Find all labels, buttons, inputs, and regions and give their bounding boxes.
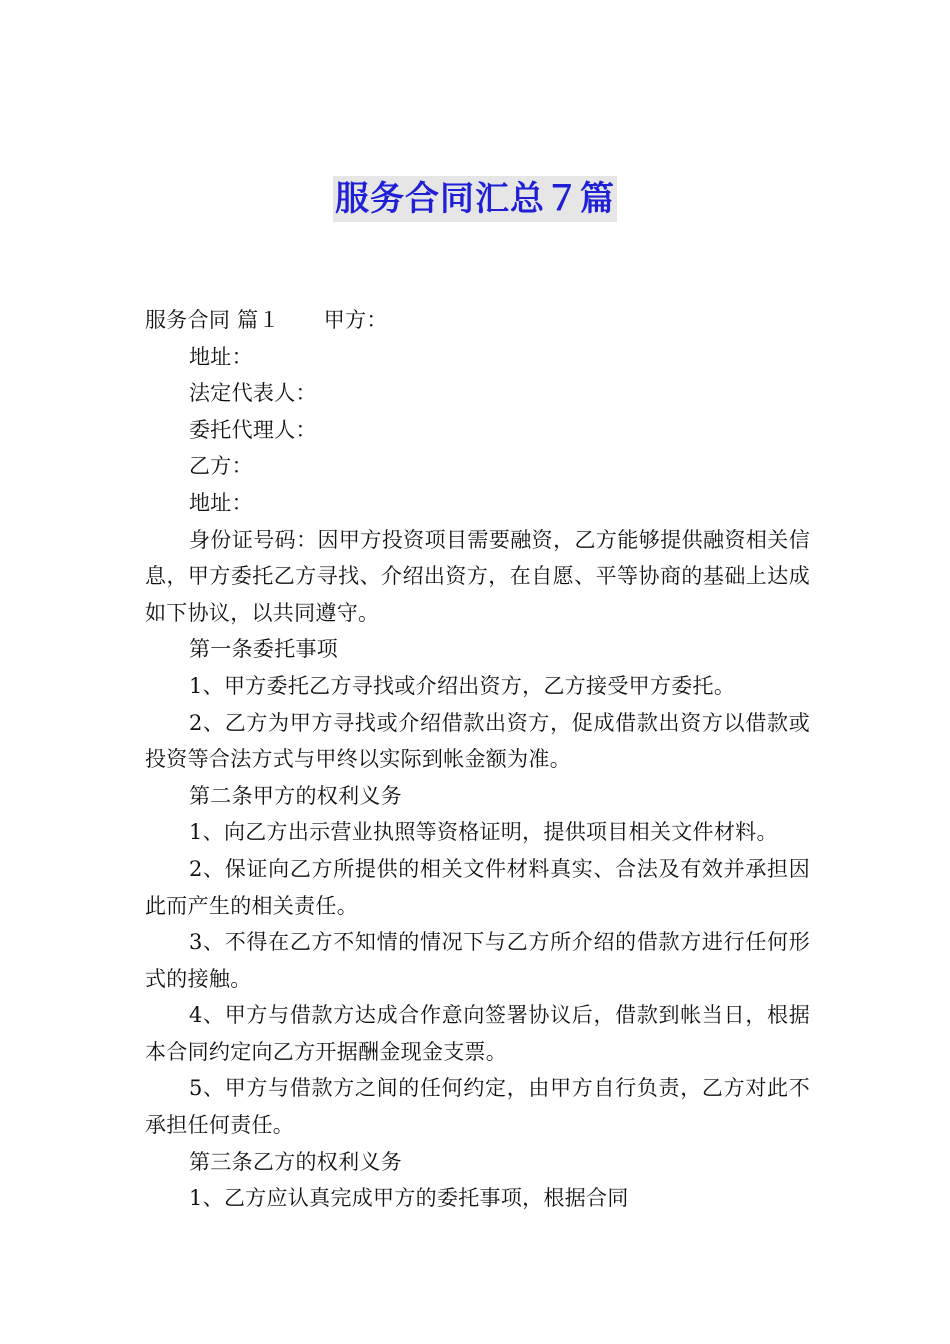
article-heading: 第三条乙方的权利义务 [189, 1149, 402, 1174]
clause: 1、向乙方出示营业执照等资格证明，提供项目相关文件材料。 [189, 820, 778, 845]
clause: 1、乙方应认真完成甲方的委托事项，根据合同 [189, 1186, 629, 1211]
clause: 3、不得在乙方不知情的情况下与乙方所介绍的借款方进行任何形式的接触。 [145, 930, 810, 991]
paragraph: 身份证号码：因甲方投资项目需要融资，乙方能够提供融资相关信息，甲方委托乙方寻找、介绍出资方，在自愿、平等协商的基础上达成如下协议，以共同遵守。 [145, 527, 810, 625]
article-heading: 第二条甲方的权利义务 [189, 783, 402, 808]
paragraph: 地址： [189, 490, 253, 515]
document-body [145, 302, 810, 1217]
clause: 4、甲方与借款方达成合作意向签署协议后，借款到帐当日，根据本合同约定向乙方开据酬金现金支票。 [145, 1003, 810, 1064]
title-container [0, 176, 950, 222]
clause: 2、乙方为甲方寻找或介绍借款出资方，促成借款出资方以借款或投资等合法方式与甲终以实际到帐金额为准。 [145, 710, 810, 772]
paragraph: 委托代理人： [189, 417, 317, 442]
section-heading: 服务合同 篇１ [145, 308, 280, 332]
first-line [145, 302, 810, 339]
paragraph: 乙方： [189, 454, 253, 479]
party-a-label: 甲方： [323, 308, 388, 332]
paragraph: 地址： [189, 344, 253, 369]
paragraph: 法定代表人： [189, 381, 317, 406]
document-title: 服务合同汇总７篇 [333, 176, 617, 222]
clause: 2、保证向乙方所提供的相关文件材料真实、合法及有效并承担因此而产生的相关责任。 [145, 856, 810, 918]
article-heading: 第一条委托事项 [189, 637, 339, 662]
clause: 1、甲方委托乙方寻找或介绍出资方，乙方接受甲方委托。 [189, 673, 736, 698]
clause: 5、甲方与借款方之间的任何约定，由甲方自行负责，乙方对此不承担任何责任。 [145, 1076, 810, 1138]
